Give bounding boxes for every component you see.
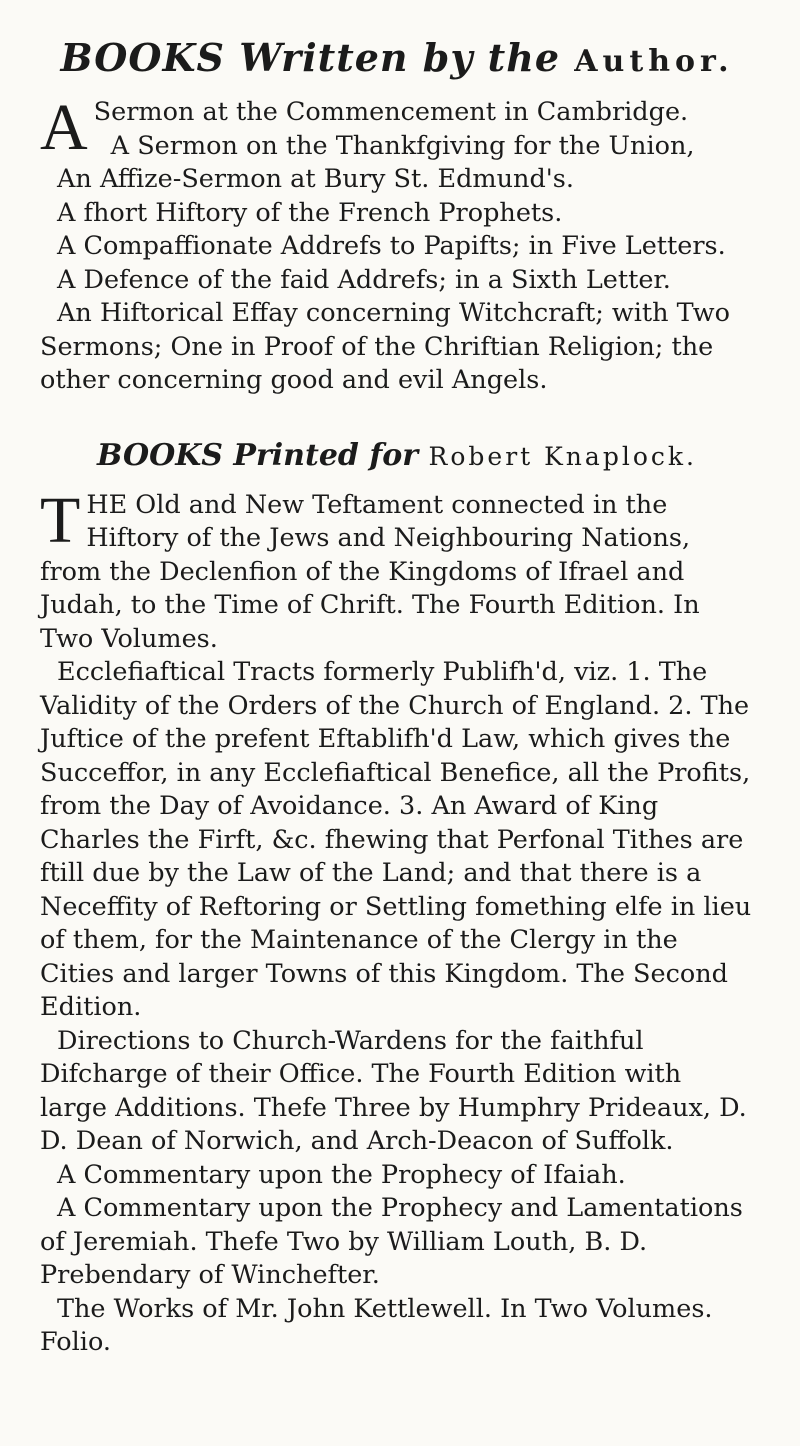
section-heading-author-books bbox=[40, 34, 754, 86]
drop-cap-letter: A bbox=[40, 91, 88, 164]
heading-italic-text: BOOKS Written by the bbox=[60, 35, 561, 80]
list-item: A Defence of the faid Addrefs; in a Sixth Letter. bbox=[57, 264, 671, 295]
list-item: Ecclefiaftical Tracts formerly Publifh'd, viz. 1. The Validity of the Orders of the Church of England. 2. The Juftice of the prefent Eftablifh'd Law, which gives the Succeffor, in any Ecclefiaftical Benefice, all the Profits, from the Day of Avoidance. 3. An Award of King Charles the Firft, &c. fhewing that Perfonal Tithes are ftill due by the Law of the Land; and that there is a Neceffity of Reftoring or Settling fomething elfe in lieu of them, for the Maintenance of the Clergy in the Cities and larger Towns of this Kingdom. The Second Edition. bbox=[40, 657, 752, 1022]
list-item: A fhort Hiftory of the French Prophets. bbox=[57, 197, 563, 228]
heading-caps-text: Robert Knaplock. bbox=[428, 441, 697, 471]
list-item: The Works of Mr. John Kettlewell. In Two Volumes. Folio. bbox=[40, 1293, 713, 1357]
author-books-list bbox=[40, 91, 754, 398]
drop-cap-letter: T bbox=[40, 483, 81, 557]
list-item-text: Sermon at the Commencement in Cambridge. bbox=[93, 97, 689, 127]
list-item: A Commentary upon the Prophecy of Ifaiah. bbox=[57, 1159, 626, 1190]
heading-caps-text: Author. bbox=[574, 44, 734, 79]
printed-books-list bbox=[40, 483, 754, 1360]
list-item bbox=[40, 483, 754, 657]
list-item: An Hiftorical Effay concerning Witchcraft; with Two Sermons; One in Proof of the Chriftian Religion; the other concerning good and evil Angels. bbox=[40, 298, 730, 395]
list-item: An Affize-Sermon at Bury St. Edmund's. bbox=[57, 164, 574, 194]
list-item: A Sermon on the Thankfgiving for the Union, bbox=[110, 130, 695, 161]
list-item: Directions to Church-Wardens for the faithful Difcharge of their Office. The Fourth Edition with large Additions. Thefe Three by Humphry Prideaux, D. D. Dean of Norwich, and Arch-Deacon of Suffolk. bbox=[40, 1025, 747, 1156]
list-item: A Commentary upon the Prophecy and Lamentations of Jeremiah. Thefe Two by William Louth, B. D. Prebendary of Winchefter. bbox=[40, 1193, 743, 1290]
list-item: A Compaffionate Addrefs to Papifts; in Five Letters. bbox=[57, 231, 726, 261]
section-heading-printed-for bbox=[40, 436, 754, 477]
list-item-text: HE Old and New Teftament connected in the Hiftory of the Jews and Neighbouring Nations, from the Declenfion of the Kingdoms of Ifrael and Judah, to the Time of Chrift. The Fourth Edition. In Two Volumes. bbox=[40, 489, 700, 654]
heading-italic-text: BOOKS Printed for bbox=[97, 437, 419, 473]
